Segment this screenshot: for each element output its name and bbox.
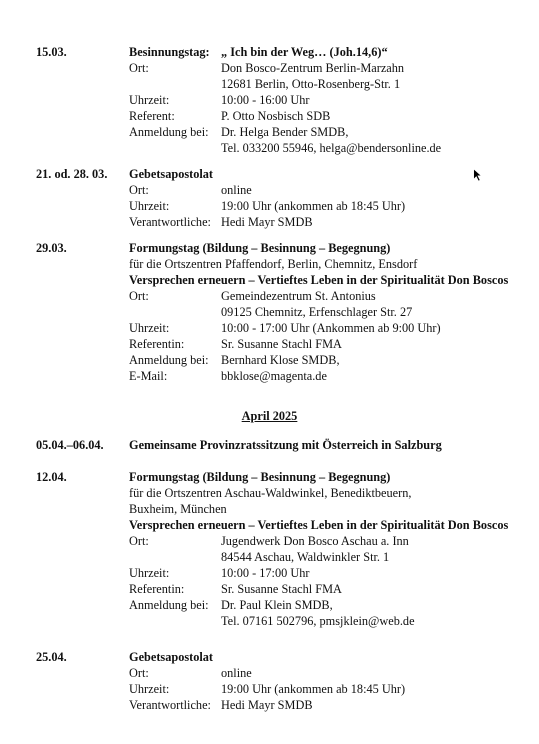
event-theme: Versprechen erneuern – Vertieftes Leben in der Spiritualität Don Boscos — [129, 273, 509, 287]
detail-row: Referent: P. Otto Nosbisch SDB — [129, 109, 331, 123]
mouse-cursor-icon — [472, 168, 484, 182]
detail-row: Anmeldung bei: Bernhard Klose SMDB, — [129, 353, 340, 367]
detail-row: Uhrzeit: 19:00 Uhr (ankommen ab 18:45 Uhr) — [129, 199, 406, 213]
event-type-label: Besinnungstag: — [129, 45, 210, 59]
event-details — [129, 44, 514, 156]
detail-row: Referentin: Sr. Susanne Stachl FMA — [129, 582, 342, 596]
detail-row: Referentin: Sr. Susanne Stachl FMA — [129, 337, 342, 351]
detail-row: 12681 Berlin, Otto-Rosenberg-Str. 1 — [221, 77, 401, 91]
detail-row: Uhrzeit: 10:00 - 16:00 Uhr — [129, 93, 310, 107]
event-date: 29.03. — [36, 241, 67, 255]
event-title: Gebetsapostolat — [129, 650, 214, 664]
detail-row: Anmeldung bei: Dr. Helga Bender SMDB, — [129, 125, 349, 139]
event-date: 15.03. — [36, 45, 67, 59]
event-date: 12.04. — [36, 470, 67, 484]
detail-row: Tel. 07161 502796, pmsjklein@web.de — [221, 614, 415, 628]
event-subtitle: für die Ortszentren Aschau-Waldwinkel, Benediktbeuern, Buxheim, München — [129, 486, 412, 516]
event-title: Gemeinsame Provinzratssitzung mit Österreich in Salzburg — [129, 438, 442, 452]
event-details — [129, 649, 514, 713]
event-details — [129, 166, 514, 230]
detail-row: Uhrzeit: 10:00 - 17:00 Uhr (Ankommen ab 9:00 Uhr) — [129, 321, 441, 335]
detail-row: E-Mail: bbklose@magenta.de — [129, 369, 327, 383]
event-details — [129, 469, 509, 629]
event-title: Gebetsapostolat — [129, 167, 214, 181]
detail-row: Uhrzeit: 19:00 Uhr (ankommen ab 18:45 Uhr) — [129, 682, 406, 696]
event-theme: Versprechen erneuern – Vertieftes Leben in der Spiritualität Don Boscos — [129, 518, 509, 532]
detail-row: Tel. 033200 55946, helga@bendersonline.de — [221, 141, 442, 155]
event-title: „ Ich bin der Weg… (Joh.14,6)“ — [221, 45, 388, 59]
detail-row: Ort: online — [129, 183, 252, 197]
detail-row: Ort: Jugendwerk Don Bosco Aschau a. Inn — [129, 534, 409, 548]
event-subtitle: für die Ortszentren Pfaffendorf, Berlin, Chemnitz, Ensdorf — [129, 257, 418, 271]
detail-row: Verantwortliche: Hedi Mayr SMDB — [129, 698, 313, 712]
detail-row: Ort: online — [129, 666, 252, 680]
event-details — [129, 240, 514, 384]
event-date: 25.04. — [36, 650, 67, 664]
detail-row: Ort: Gemeindezentrum St. Antonius — [129, 289, 376, 303]
detail-row: Verantwortliche: Hedi Mayr SMDB — [129, 215, 313, 229]
detail-row: Ort: Don Bosco-Zentrum Berlin-Marzahn — [129, 61, 405, 75]
event-date: 21. od. 28. 03. — [36, 167, 108, 181]
month-heading: April 2025 — [241, 409, 298, 423]
detail-row: 84544 Aschau, Waldwinkler Str. 1 — [221, 550, 390, 564]
detail-row: 09125 Chemnitz, Erfenschlager Str. 27 — [221, 305, 413, 319]
detail-row: Uhrzeit: 10:00 - 17:00 Uhr — [129, 566, 310, 580]
event-date: 05.04.–06.04. — [36, 438, 104, 452]
event-title: Formungstag (Bildung – Besinnung – Begegnung) — [129, 470, 391, 484]
event-title: Formungstag (Bildung – Besinnung – Begegnung) — [129, 241, 391, 255]
event-details — [129, 437, 514, 453]
detail-row: Anmeldung bei: Dr. Paul Klein SMDB, — [129, 598, 333, 612]
